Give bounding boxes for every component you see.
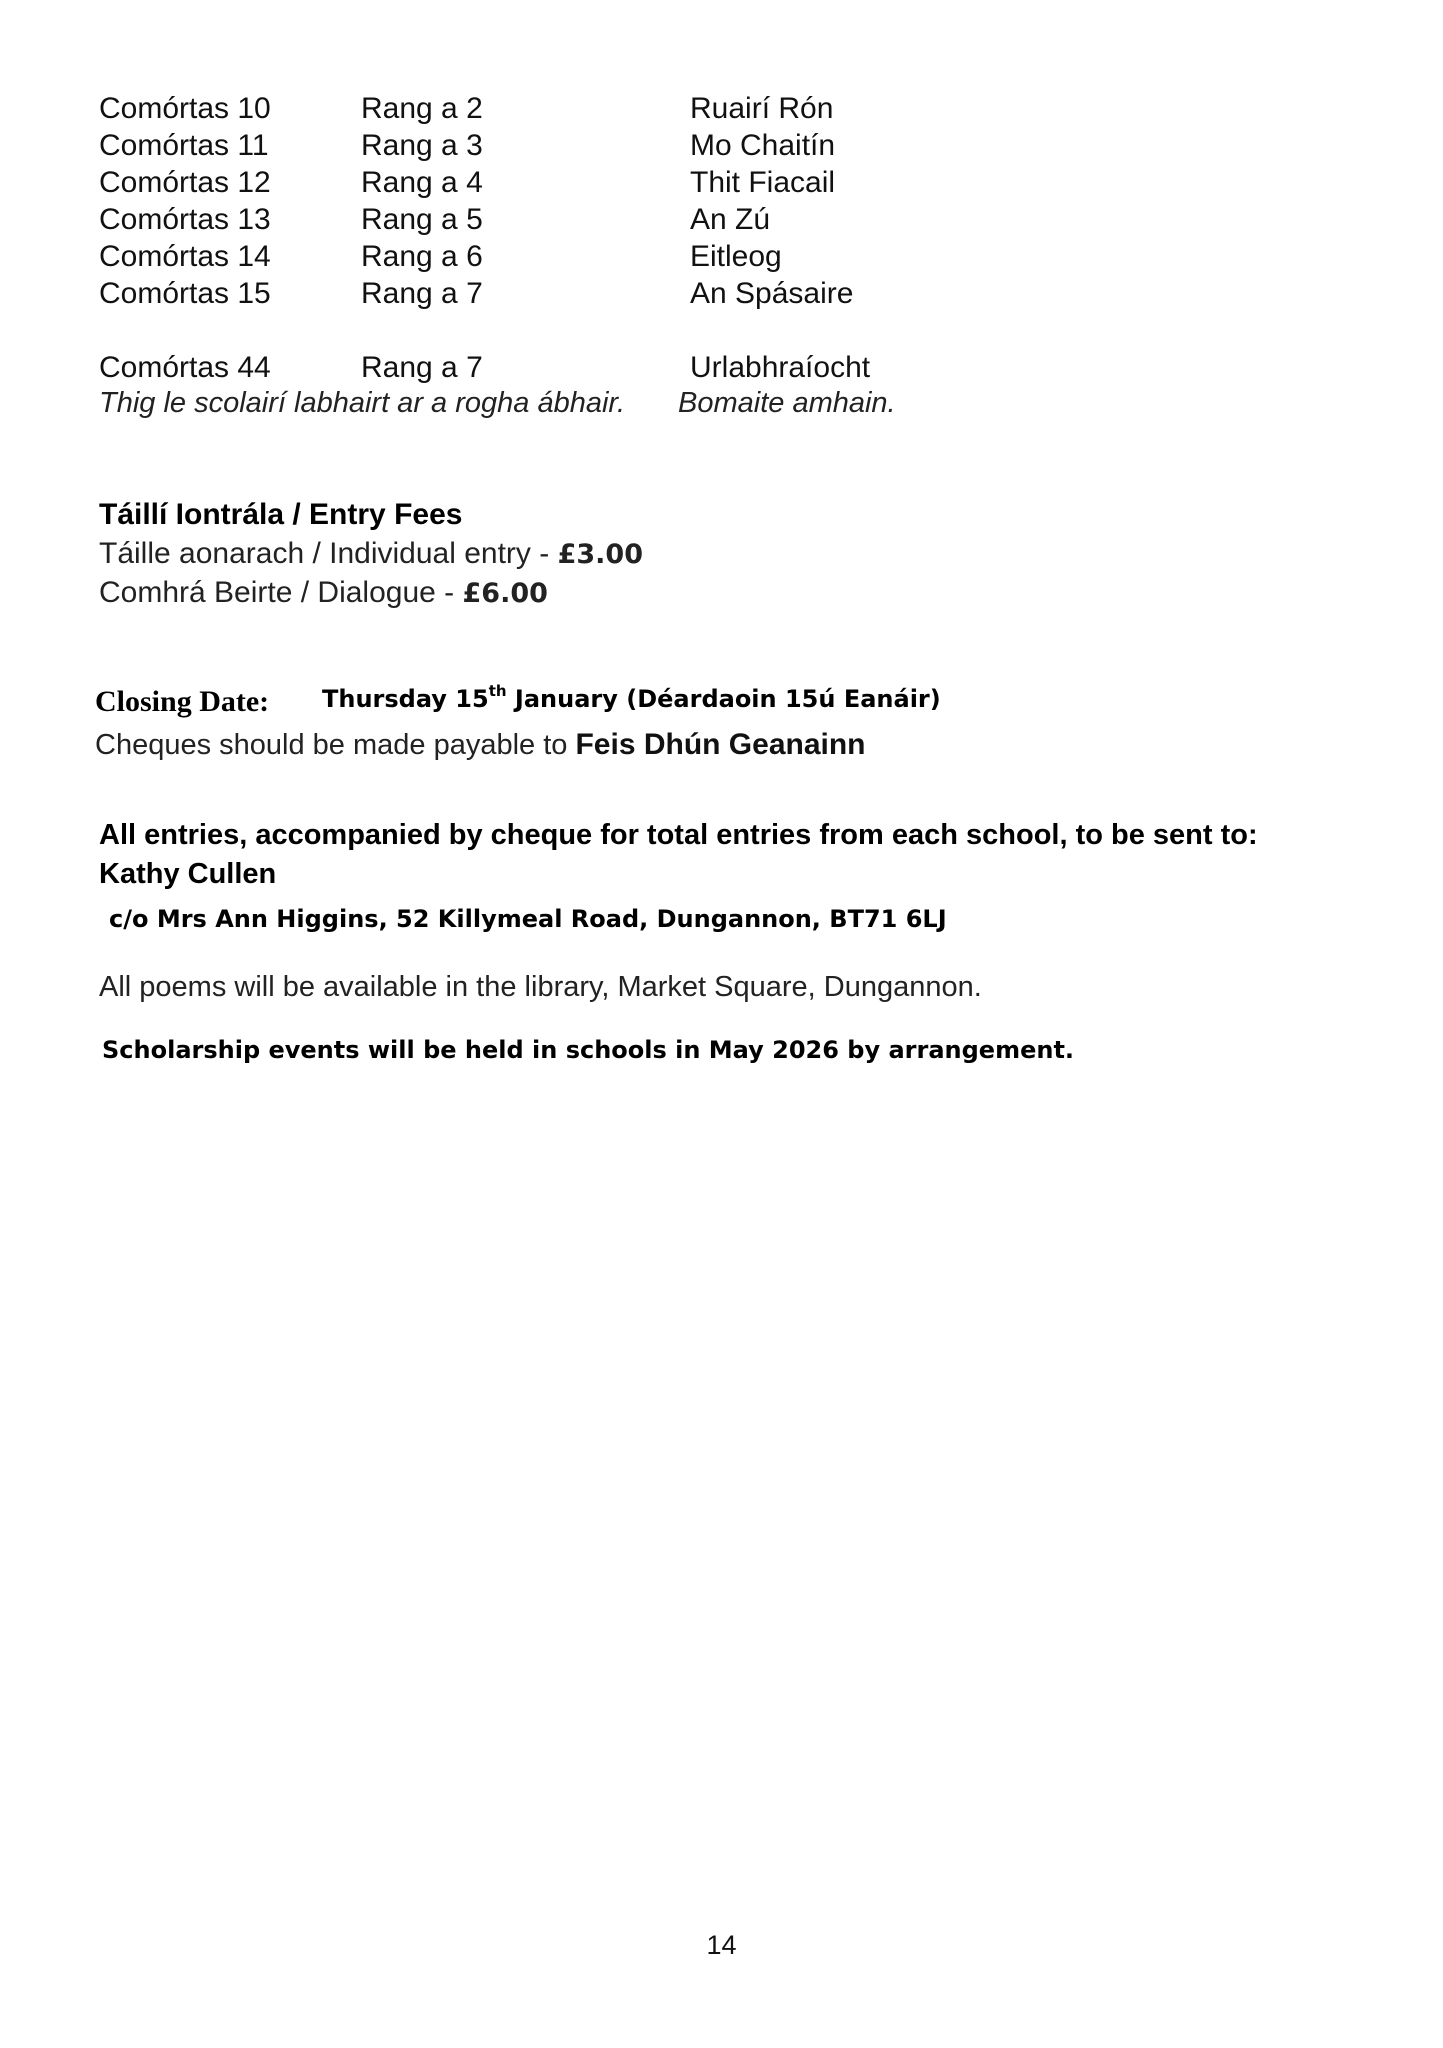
dialogue-fee <box>99 575 548 612</box>
competition-class: Rang a 2 <box>361 92 483 125</box>
fees-heading: Táillí Iontrála / Entry Fees <box>99 498 463 531</box>
entries-recipient: Kathy Cullen <box>99 858 277 890</box>
speech-note-topic: Thig le scolairí labhairt ar a rogha ábhair. <box>99 387 626 419</box>
scholarship-note: Scholarship events will be held in schools in May 2026 by arrangement. <box>102 1036 1075 1064</box>
dialogue-fee-label: Comhrá Beirte / Dialogue - <box>99 576 455 609</box>
speech-number: Comórtas 44 <box>99 351 271 384</box>
competition-number: Comórtas 15 <box>99 277 271 310</box>
competition-class: Rang a 5 <box>361 203 483 236</box>
competition-poem: An Zú <box>690 203 771 236</box>
competition-number: Comórtas 13 <box>99 203 271 236</box>
entries-address-line: c/o Mrs Ann Higgins, 52 Killymeal Road, Dungannon, BT71 6LJ <box>109 905 947 933</box>
closing-date-ordinal: th <box>488 682 507 700</box>
cheques-payee: Feis Dhún Geanainn <box>575 728 866 761</box>
dialogue-fee-amount: £6.00 <box>462 578 548 609</box>
competition-number: Comórtas 10 <box>99 92 271 125</box>
competition-number: Comórtas 11 <box>99 129 269 162</box>
competition-number: Comórtas 12 <box>99 166 271 199</box>
competition-poem: Ruairí Rón <box>690 92 834 125</box>
cheques-line <box>95 727 866 763</box>
individual-fee-amount: £3.00 <box>557 539 643 570</box>
competition-class: Rang a 7 <box>361 277 483 310</box>
competition-number: Comórtas 14 <box>99 240 271 273</box>
speech-class: Rang a 7 <box>361 351 483 384</box>
entries-instruction: All entries, accompanied by cheque for total entries from each school, to be sent to: <box>99 819 1258 851</box>
competition-class: Rang a 3 <box>361 129 483 162</box>
competition-poem: An Spásaire <box>690 277 854 310</box>
page-number: 14 <box>706 1930 737 1960</box>
speech-title: Urlabhraíocht <box>690 351 871 384</box>
competition-poem: Eitleog <box>690 240 782 273</box>
individual-fee <box>99 536 643 573</box>
speech-note-duration: Bomaite amhain. <box>678 387 896 419</box>
individual-fee-label: Táille aonarach / Individual entry - <box>99 537 550 570</box>
poems-availability-note: All poems will be available in the library, Market Square, Dungannon. <box>99 971 982 1003</box>
closing-date-suffix: January (Déardaoin 15ú Eanáir) <box>506 685 941 713</box>
competition-class: Rang a 6 <box>361 240 483 273</box>
competition-class: Rang a 4 <box>361 166 483 199</box>
closing-date-prefix: Thursday 15 <box>322 685 489 713</box>
competition-poem: Thit Fiacail <box>690 166 836 199</box>
competition-poem: Mo Chaitín <box>690 129 836 162</box>
closing-date-label: Closing Date: <box>95 685 270 718</box>
closing-date-value <box>322 683 941 715</box>
cheques-text: Cheques should be made payable to <box>95 729 568 761</box>
